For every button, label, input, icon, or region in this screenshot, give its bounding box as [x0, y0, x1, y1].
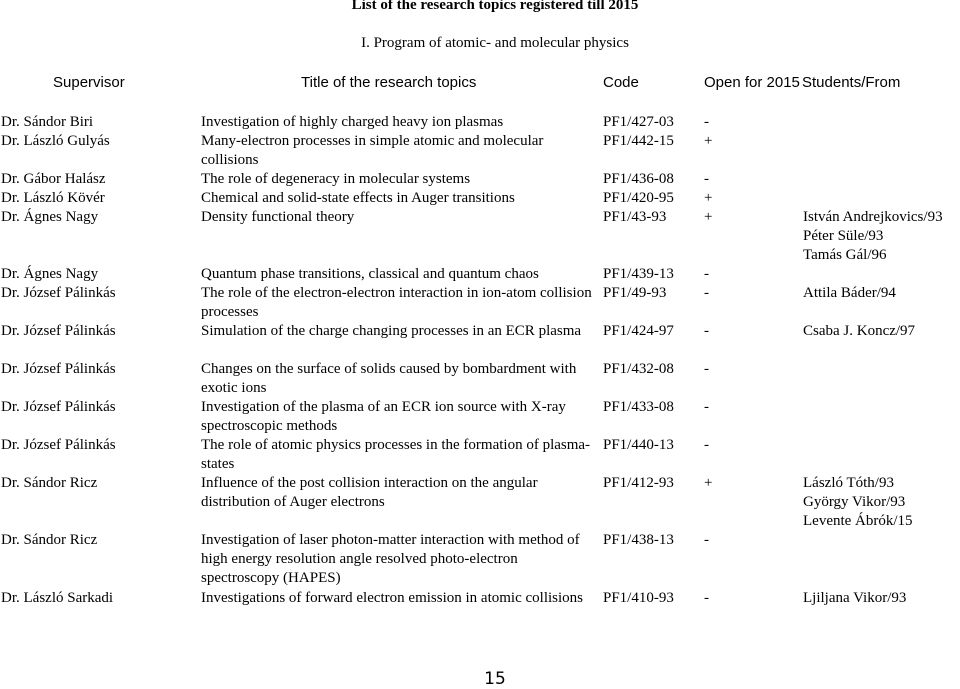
- open-cell: -: [704, 285, 709, 301]
- student-entry: István Andrejkovics/93: [803, 209, 943, 225]
- code-cell: PF1/433-08: [603, 399, 674, 415]
- students-cell: [803, 474, 960, 531]
- header-title: Title of the research topics: [301, 74, 477, 91]
- open-cell: -: [704, 532, 709, 548]
- topic-title-cell: Influence of the post collision interaction on the angular distribution of Auger electrons: [201, 475, 538, 510]
- topic-title-cell: Quantum phase transitions, classical and quantum chaos: [201, 266, 539, 282]
- students-cell: [803, 322, 960, 341]
- open-cell: +: [704, 133, 713, 149]
- supervisor-cell: Dr. József Pálinkás: [1, 399, 116, 415]
- topic-title-cell: Simulation of the charge changing processes in an ECR plasma: [201, 323, 582, 339]
- topic-title-cell: Investigation of laser photon-matter interaction with method of high energy resolution angle resolved photo-electron spectroscopy (HAPES): [201, 532, 580, 586]
- supervisor-cell: Dr. László Gulyás: [1, 133, 110, 149]
- open-cell: -: [704, 590, 709, 606]
- students-cell: [803, 208, 960, 265]
- open-cell: -: [704, 323, 709, 339]
- code-cell: PF1/424-97: [603, 323, 674, 339]
- students-cell: [803, 589, 960, 608]
- header-code: Code: [603, 74, 639, 91]
- code-cell: PF1/440-13: [603, 437, 674, 453]
- code-cell: PF1/438-13: [603, 532, 674, 548]
- page-title: List of the research topics registered till 2015: [351, 0, 639, 13]
- open-cell: -: [704, 171, 709, 187]
- code-cell: PF1/439-13: [603, 266, 674, 282]
- code-cell: PF1/412-93: [603, 475, 674, 491]
- code-cell: PF1/410-93: [603, 590, 674, 606]
- code-cell: PF1/49-93: [603, 285, 667, 301]
- program-subtitle: I. Program of atomic- and molecular physics: [361, 35, 629, 51]
- code-cell: PF1/427-03: [603, 114, 674, 130]
- open-cell: -: [704, 399, 709, 415]
- student-entry: Attila Báder/94: [803, 285, 896, 301]
- open-cell: +: [704, 209, 713, 225]
- student-entry: Péter Süle/93: [803, 228, 884, 244]
- supervisor-cell: Dr. László Sarkadi: [1, 590, 114, 606]
- student-entry: Ljiljana Vikor/93: [803, 590, 907, 606]
- code-cell: PF1/432-08: [603, 361, 674, 377]
- supervisor-cell: Dr. József Pálinkás: [1, 437, 116, 453]
- supervisor-cell: Dr. Ágnes Nagy: [1, 209, 99, 225]
- topic-title-cell: The role of degeneracy in molecular systems: [201, 171, 471, 187]
- open-cell: -: [704, 437, 709, 453]
- student-entry: Tamás Gál/96: [803, 247, 887, 263]
- topic-title-cell: The role of the electron-electron interaction in ion-atom collision processes: [201, 285, 592, 320]
- code-cell: PF1/442-15: [603, 133, 674, 149]
- code-cell: PF1/43-93: [603, 209, 667, 225]
- topic-title-cell: The role of atomic physics processes in the formation of plasma-states: [201, 437, 591, 472]
- topic-title-cell: Investigation of the plasma of an ECR ion source with X-ray spectroscopic methods: [201, 399, 566, 434]
- supervisor-cell: Dr. Gábor Halász: [1, 171, 106, 187]
- supervisor-cell: Dr. József Pálinkás: [1, 285, 116, 301]
- header-open: Open for 2015: [704, 74, 800, 91]
- supervisor-cell: Dr. József Pálinkás: [1, 323, 116, 339]
- supervisor-cell: Dr. Sándor Ricz: [1, 532, 98, 548]
- supervisor-cell: Dr. József Pálinkás: [1, 361, 116, 377]
- student-entry: Csaba J. Koncz/97: [803, 323, 916, 339]
- student-entry: László Tóth/93: [803, 475, 894, 491]
- open-cell: +: [704, 190, 713, 206]
- student-entry: György Vikor/93: [803, 494, 906, 510]
- topic-title-cell: Density functional theory: [201, 209, 355, 225]
- topic-title-cell: Chemical and solid-state effects in Auger transitions: [201, 190, 515, 206]
- open-cell: -: [704, 266, 709, 282]
- students-cell: [803, 284, 960, 303]
- code-cell: PF1/436-08: [603, 171, 674, 187]
- supervisor-cell: Dr. Sándor Biri: [1, 114, 94, 130]
- header-students: Students/From: [802, 74, 901, 91]
- open-cell: -: [704, 114, 709, 130]
- topic-title-cell: Investigation of highly charged heavy ion plasmas: [201, 114, 504, 130]
- supervisor-cell: Dr. László Kövér: [1, 190, 105, 206]
- supervisor-cell: Dr. Ágnes Nagy: [1, 266, 99, 282]
- open-cell: +: [704, 475, 713, 491]
- student-entry: Levente Ábrók/15: [803, 513, 913, 529]
- topic-title-cell: Changes on the surface of solids caused by bombardment with exotic ions: [201, 361, 577, 396]
- page-number: 15: [484, 669, 506, 689]
- topic-title-cell: Investigations of forward electron emission in atomic collisions: [201, 590, 584, 606]
- topic-title-cell: Many-electron processes in simple atomic and molecular collisions: [201, 133, 544, 168]
- open-cell: -: [704, 361, 709, 377]
- supervisor-cell: Dr. Sándor Ricz: [1, 475, 98, 491]
- code-cell: PF1/420-95: [603, 190, 674, 206]
- header-supervisor: Supervisor: [53, 74, 125, 91]
